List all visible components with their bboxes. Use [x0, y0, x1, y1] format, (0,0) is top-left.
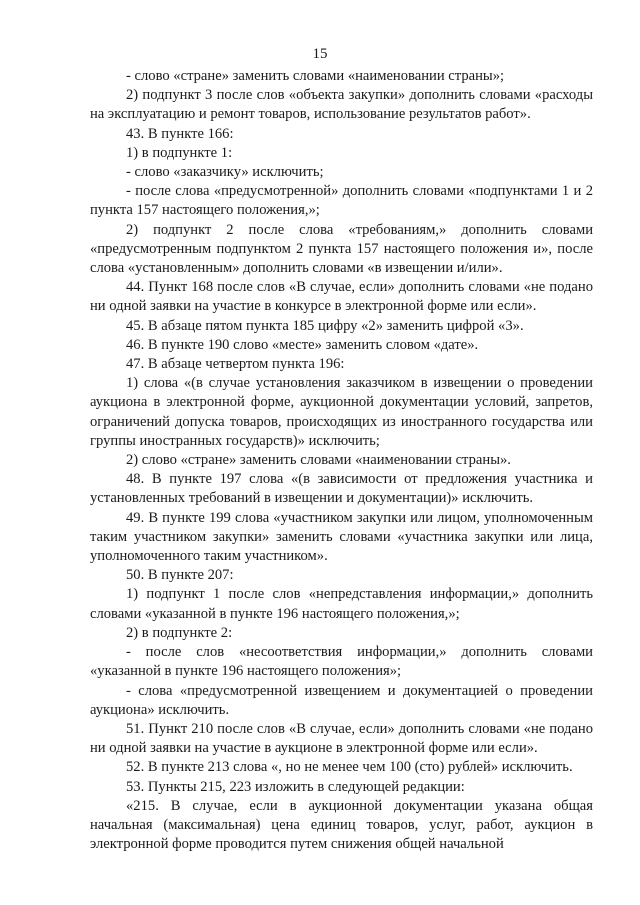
paragraph: 1) в подпункте 1:	[126, 144, 233, 161]
paragraph: 2) слово «стране» заменить словами «наименовании страны».	[126, 452, 511, 469]
paragraph: 48. В пункте 197 слова «(в зависимости от предложения участника и установленных требований в извещении и документации)» исключить.	[90, 471, 593, 507]
page-number: 15	[312, 46, 328, 62]
paragraph: 51. Пункт 210 после слов «В случае, если» дополнить словами «не подано ни одной заявки на участие в аукционе в электронной форме или если».	[90, 720, 593, 757]
paragraph: 47. В абзаце четвертом пункта 196:	[126, 356, 345, 373]
paragraph: «215. В случае, если в аукционной документации указана общая начальная (максимальная) цена единиц товаров, услуг, работ, аукцион в электронной форме проводится путем снижения общей начальной	[90, 797, 593, 853]
paragraph: - слово «стране» заменить словами «наименовании страны»;	[126, 68, 505, 84]
paragraph: - слово «заказчику» исключить;	[126, 164, 324, 181]
paragraph: 53. Пункты 215, 223 изложить в следующей редакции:	[126, 778, 465, 795]
paragraph: 2) подпункт 3 после слов «объекта закупки» дополнить словами «расходы на эксплуатацию и ремонт товаров, использование результатов работ».	[90, 87, 593, 123]
paragraph: 44. Пункт 168 после слов «В случае, если» дополнить словами «не подано ни одной заявки на участие в конкурсе в электронной форме или если».	[90, 279, 593, 315]
paragraph: 1) подпункт 1 после слов «непредставления информации,» дополнить словами «указанной в пункте 196 настоящего положения,»;	[90, 586, 593, 622]
paragraph: 1) слова «(в случае установления заказчиком в извещении о проведении аукциона в электронной форме, аукционной документации условий, запретов, ограничений допуска товаров, происходящих из иностранного государства или группы иностранных государств)» исключить;	[90, 375, 593, 449]
paragraph: 45. В абзаце пятом пункта 185 цифру «2» заменить цифрой «3».	[126, 317, 524, 334]
paragraph: - после слов «несоответствия информации,» дополнить словами «указанной в пункте 196 настоящего положения»;	[90, 644, 593, 680]
paragraph: - после слова «предусмотренной» дополнить словами «подпунктами 1 и 2 пункта 157 настоящего положения,»;	[90, 183, 593, 219]
paragraph: 43. В пункте 166:	[126, 125, 234, 142]
paragraph: 49. В пункте 199 слова «участником закупки или лицом, уполномоченным таким участником закупки» заменить словами «участника закупки или лица, уполномоченного таким участником».	[90, 509, 593, 565]
paragraph: 2) в подпункте 2:	[126, 624, 233, 641]
paragraph: 2) подпункт 2 после слова «требованиям,» дополнить словами «предусмотренным подпунктом 2 пункта 157 настоящего положения и», после слова «установленным» дополнить словами «в извещении и/или».	[90, 221, 593, 277]
paragraph: 46. В пункте 190 слово «месте» заменить словом «дате».	[126, 336, 479, 353]
paragraph: 52. В пункте 213 слова «, но не менее чем 100 (сто) рублей» исключить.	[126, 759, 573, 776]
document-body	[90, 67, 593, 854]
paragraph: - слова «предусмотренной извещением и документацией о проведении аукциона» исключить.	[90, 682, 593, 718]
paragraph: 50. В пункте 207:	[126, 567, 234, 584]
